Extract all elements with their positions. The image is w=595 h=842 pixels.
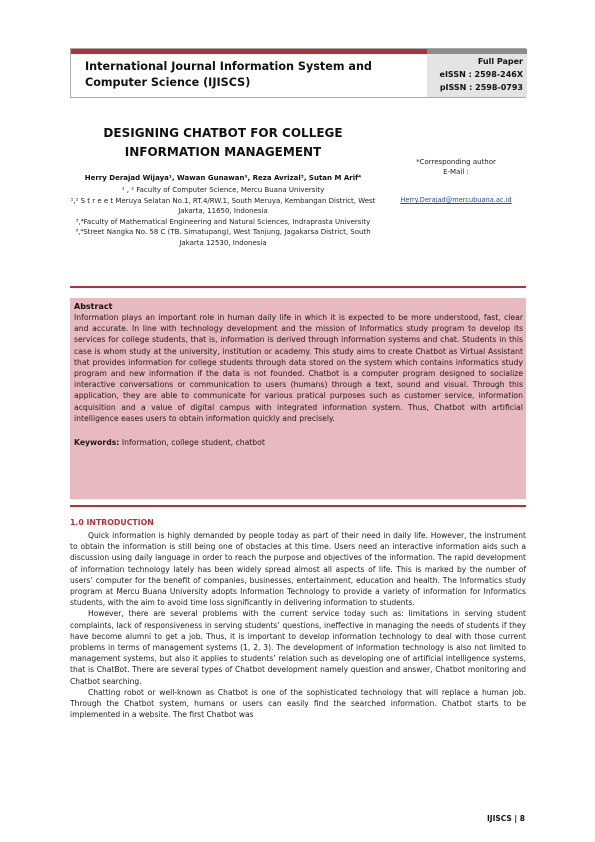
paragraph-1: Quick information is highly demanded by people today as part of their need in daily life. However, the instrument to obtain the information is still being one of obstacles at this time. Users need an interactive information aids such a discussion using daily language in order to reach the purpose and objectives of the information. The rapid development of information technology lately has been widely spread almost all aspects of life. This is marked by the number of users’ computer for the benefit of companies, businesses, entertainment, education and health. The Informatics study program at Mercu Buana University adopts Information Technology to provide a variety of information for Informatics students, with the aim to avoid time loss significantly in delivering information to students. xyxy=(70,531,526,608)
section-heading: 1.0 INTRODUCTION xyxy=(70,518,154,527)
corresponding-label: *Corresponding author xyxy=(416,158,496,166)
journal-title: International Journal Information System and Computer Science (IJISCS) xyxy=(85,60,372,89)
affiliation-4: ³,⁴Street Nangka No. 58 C (TB. Simatupang), West Tanjung, Jagakarsa District, South Jakarta 12530, Indonesia xyxy=(75,228,371,247)
page-footer: IJISCS | 8 xyxy=(487,814,525,823)
author-list: Herry Derajad Wijaya¹, Wawan Gunawan², Reza Avrizal³, Sutan M Arif⁴ xyxy=(84,174,362,182)
bottom-divider xyxy=(70,505,526,507)
paper-title: DESIGNING CHATBOT FOR COLLEGE INFORMATION MANAGEMENT xyxy=(103,126,343,159)
affiliation-2: ¹,² S t r e e t Meruya Selatan No.1, RT.4/RW.1, South Meruya, Kembangan District, West Jakarta, 11650, Indonesia xyxy=(70,196,376,215)
abstract-text: Information plays an important role in human daily life in which it is expected to be more understood, fast, clear and accurate. In line with technology development and the mission of Informatics study program to develop its services for college students, that is, information is derived through information systems and chat. Students in this case is whom study at the university, institution or academy. This study aims to create Chatbot as Virtual Assistant that provides information for college students through data stored on the system which contains informatics study program and new information if the data is not founded. Chatbot is a computer program designed to socialize interactive conversations or communication to users (humans) through a text, sound and visual. Through this application, they are able to communicate for various pratical purposes such as customer service, information acquisition and a value of digital campus with integrated information system. Thus, Chatbot with artificial intelligence eases users to obtain information quickly and precisely. xyxy=(74,313,523,423)
journal-title-box xyxy=(71,49,427,97)
keywords-value: Information, college student, chatbot xyxy=(121,438,265,448)
paragraph-2: However, there are several problems with the current service today such as: limitations in serving student complaints, lack of responsiveness in serving students’ questions, ineffective in managing the needs of students if they have become alumni to get a job. Thus, it is important to develop information technology to deal with those current problems in terms of management systems (1, 2, 3). The development of information technology is also not limited to management systems, but also it applies to students’ relation such as developing one of artificial intelligence systems, that is ChatBot. There are several types of Chatbot development namely question and answer, Chatbot monitoring and Chatbot searching. xyxy=(70,609,526,686)
paper-type: Full Paper xyxy=(477,57,523,66)
top-divider xyxy=(70,286,526,288)
keywords-label: Keywords: xyxy=(74,438,120,448)
section-body xyxy=(70,530,526,720)
paragraph-3: Chatting robot or well-known as Chatbot is one of the sophisticated technology that will replace a human job. Through the Chatbot system, humans or users can easily find the searched information. Chatbot starts to be implemented in a website. The first Chatbot was xyxy=(70,687,526,720)
author-email-link[interactable]: Herry.Derajad@mercubuana.ac.id xyxy=(400,196,512,204)
keywords xyxy=(74,438,523,447)
corresponding-author xyxy=(388,157,524,177)
affiliations xyxy=(70,185,376,248)
affiliation-3: ³,⁴Faculty of Mathematical Engineering and Natural Sciences, Indraprasta University xyxy=(75,217,371,226)
abstract-heading: Abstract xyxy=(74,302,113,311)
journal-header xyxy=(70,48,526,98)
abstract-box xyxy=(70,298,526,499)
email-label: E-Mail : xyxy=(443,168,469,176)
eissn: eISSN : 2598-246X xyxy=(439,70,523,79)
affiliation-1: ¹ , ² Faculty of Computer Science, Mercu Buana University xyxy=(121,186,325,194)
issn-box xyxy=(427,49,527,97)
pissn: pISSN : 2598-0793 xyxy=(439,83,523,92)
